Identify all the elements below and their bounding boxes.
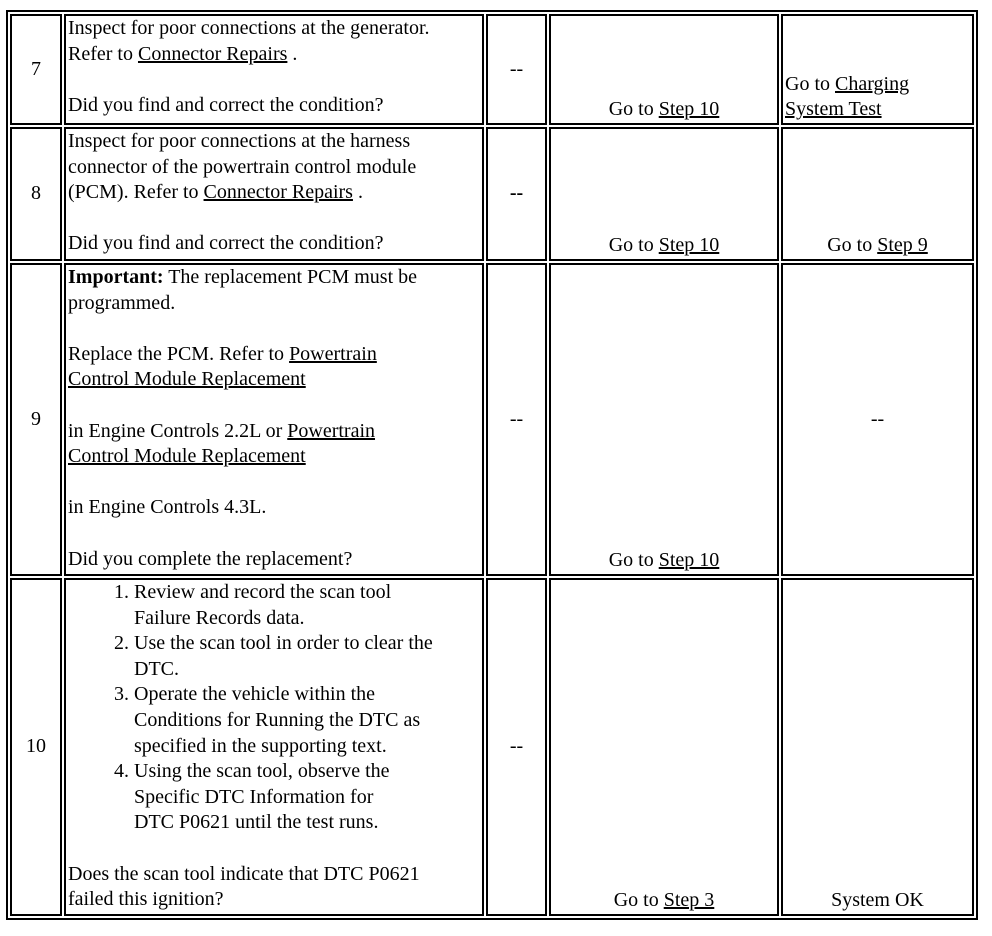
no-cell: System OK <box>781 578 974 916</box>
value-cell: -- <box>486 127 547 261</box>
yes-prefix: Go to <box>608 98 654 121</box>
step-3-link[interactable]: Step 3 <box>663 889 715 912</box>
action-text: connector of the powertrain control module <box>68 155 417 178</box>
step-number: 9 <box>10 263 62 576</box>
refer-suffix: . <box>292 42 298 65</box>
step-10-link[interactable]: Step 10 <box>658 234 720 257</box>
table-row <box>10 127 974 261</box>
step-10-link[interactable]: Step 10 <box>658 98 720 121</box>
important-text: The replacement PCM must be <box>168 266 418 288</box>
pcm-replacement-link-2[interactable]: Powertrain <box>287 419 376 442</box>
yes-prefix: Go to <box>608 234 654 257</box>
list-item: 4. Using the scan tool, observe the Specific DTC Information for DTC P0621 until the test runs. <box>134 759 482 836</box>
no-cell: -- <box>781 263 974 576</box>
step-10-link[interactable]: Step 10 <box>658 549 720 572</box>
list-item: 3. Operate the vehicle within the Conditions for Running the DTC as specified in the supporting text. <box>134 682 482 759</box>
action-refer <box>68 180 482 206</box>
refer-prefix: Refer to <box>68 42 133 65</box>
connector-repairs-link[interactable]: Connector Repairs <box>203 181 353 204</box>
value-cell: -- <box>486 578 547 916</box>
pcm-replacement-link-2-cont[interactable]: Control Module Replacement <box>68 445 306 468</box>
action-cell <box>64 14 484 125</box>
yes-cell <box>549 578 779 916</box>
action-text: Inspect for poor connections at the generator. <box>68 17 430 39</box>
procedure-list <box>68 580 482 836</box>
value-cell: -- <box>486 263 547 576</box>
table-row <box>10 578 974 916</box>
step-number: 8 <box>10 127 62 261</box>
step-9-link[interactable]: Step 9 <box>877 234 928 257</box>
refer-prefix: (PCM). Refer to <box>68 181 199 204</box>
yes-prefix: Go to <box>613 889 659 912</box>
step-number: 10 <box>10 578 62 916</box>
no-cell <box>781 14 974 125</box>
table-row <box>10 263 974 576</box>
action-cell <box>64 578 484 916</box>
list-item: 2. Use the scan tool in order to clear the DTC. <box>134 631 482 682</box>
connector-repairs-link[interactable]: Connector Repairs <box>137 42 288 65</box>
list-item: 1. Review and record the scan tool Failure Records data. <box>134 580 482 631</box>
charging-system-test-link-cont[interactable]: System Test <box>785 98 882 121</box>
diagnostic-steps-table <box>6 10 978 920</box>
charging-system-test-link[interactable]: Charging <box>835 72 910 95</box>
action-question: Does the scan tool indicate that DTC P0621 <box>68 862 420 885</box>
important-text-cont: programmed. <box>68 291 176 314</box>
no-prefix: Go to <box>827 234 873 257</box>
engine1-prefix: in Engine Controls 2.2L or <box>68 419 283 442</box>
pcm-replacement-link-1[interactable]: Powertrain <box>289 342 377 365</box>
action-question-cont: failed this ignition? <box>68 888 224 911</box>
yes-prefix: Go to <box>608 549 654 572</box>
action-question: Did you find and correct the condition? <box>68 232 384 255</box>
yes-cell <box>549 263 779 576</box>
yes-cell <box>549 127 779 261</box>
no-prefix: Go to <box>785 72 830 95</box>
action-refer <box>68 42 482 68</box>
important-note <box>68 265 482 291</box>
engine-controls-4-3l: in Engine Controls 4.3L. <box>68 496 267 519</box>
no-cell <box>781 127 974 261</box>
action-cell <box>64 263 484 576</box>
yes-cell <box>549 14 779 125</box>
important-label: Important: <box>68 266 164 288</box>
action-text: Inspect for poor connections at the harness <box>68 130 411 152</box>
replace-prefix: Replace the PCM. Refer to <box>68 342 285 365</box>
replace-instruction <box>68 342 482 368</box>
pcm-replacement-link-1-cont[interactable]: Control Module Replacement <box>68 368 306 391</box>
table-row <box>10 14 974 125</box>
engine-controls-2-2l <box>68 419 482 445</box>
step-number: 7 <box>10 14 62 125</box>
action-cell <box>64 127 484 261</box>
value-cell: -- <box>486 14 547 125</box>
action-question: Did you find and correct the condition? <box>68 93 384 116</box>
action-question: Did you complete the replacement? <box>68 547 353 570</box>
refer-suffix: . <box>357 181 363 204</box>
